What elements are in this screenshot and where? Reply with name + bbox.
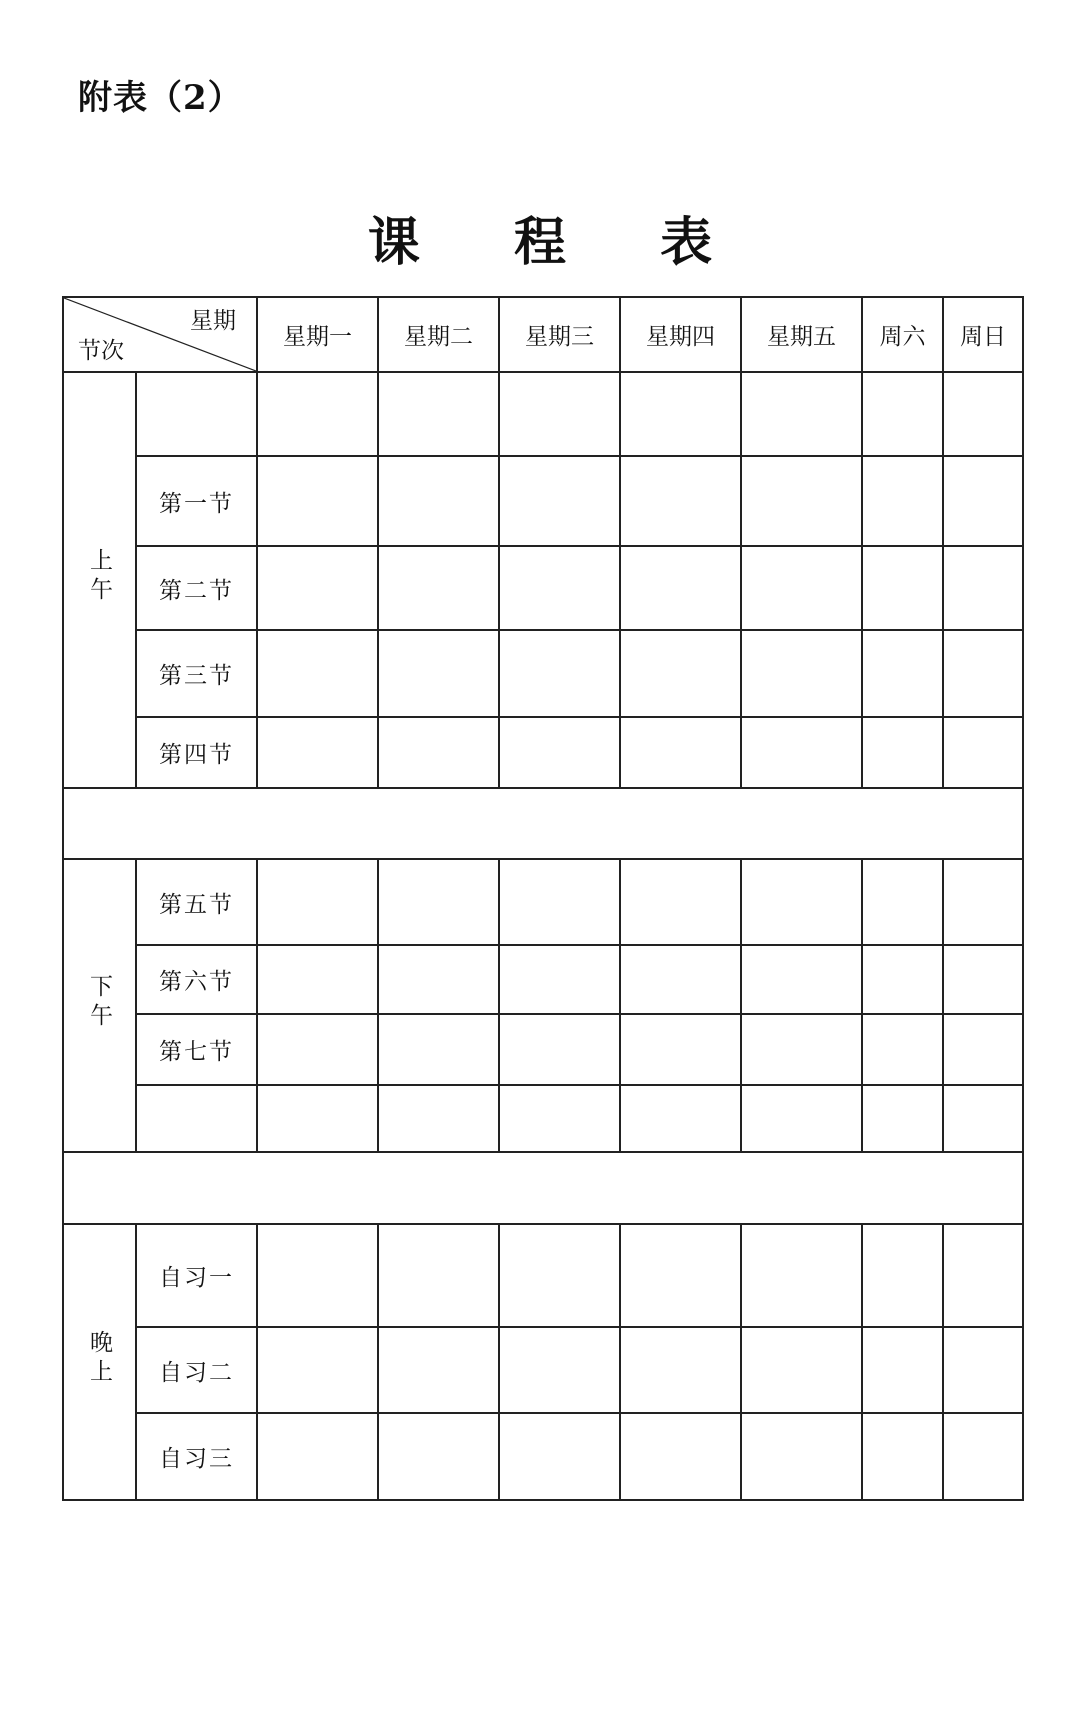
schedule-cell[interactable] xyxy=(862,1085,943,1152)
period-label: 第三节 xyxy=(136,630,257,717)
table-row xyxy=(63,372,1023,456)
schedule-cell[interactable] xyxy=(943,1224,1023,1327)
period-label: 第四节 xyxy=(136,717,257,788)
period-label: 自习二 xyxy=(136,1327,257,1413)
schedule-cell[interactable] xyxy=(943,945,1023,1014)
schedule-cell[interactable] xyxy=(257,1413,378,1500)
schedule-cell[interactable] xyxy=(741,1413,862,1500)
schedule-cell[interactable] xyxy=(620,945,741,1014)
period-label: 自习三 xyxy=(136,1413,257,1500)
schedule-cell[interactable] xyxy=(378,717,499,788)
schedule-cell[interactable] xyxy=(499,1413,620,1500)
schedule-cell[interactable] xyxy=(378,1413,499,1500)
schedule-cell[interactable] xyxy=(257,1327,378,1413)
table-row xyxy=(63,630,1023,717)
schedule-cell[interactable] xyxy=(741,372,862,456)
schedule-cell[interactable] xyxy=(378,372,499,456)
break-cell xyxy=(63,1152,1023,1224)
schedule-cell[interactable] xyxy=(620,1327,741,1413)
schedule-cell[interactable] xyxy=(862,1327,943,1413)
corner-period-label: 节次 xyxy=(78,338,124,364)
table-row xyxy=(63,1224,1023,1327)
schedule-cell[interactable] xyxy=(257,1085,378,1152)
schedule-cell[interactable] xyxy=(862,859,943,945)
schedule-cell[interactable] xyxy=(620,859,741,945)
day-header: 星期二 xyxy=(378,297,499,372)
period-label: 第五节 xyxy=(136,859,257,945)
section-label-evening: 晚上 xyxy=(63,1224,136,1500)
schedule-cell[interactable] xyxy=(862,1014,943,1085)
schedule-cell[interactable] xyxy=(943,456,1023,546)
schedule-cell[interactable] xyxy=(943,717,1023,788)
schedule-cell[interactable] xyxy=(862,945,943,1014)
schedule-cell[interactable] xyxy=(943,630,1023,717)
schedule-cell[interactable] xyxy=(620,1014,741,1085)
schedule-cell[interactable] xyxy=(378,1085,499,1152)
schedule-cell[interactable] xyxy=(943,1085,1023,1152)
schedule-cell[interactable] xyxy=(943,859,1023,945)
corner-weekday-label: 星期 xyxy=(190,308,236,334)
table-row xyxy=(63,1413,1023,1500)
table-row xyxy=(63,859,1023,945)
schedule-cell[interactable] xyxy=(257,945,378,1014)
schedule-cell[interactable] xyxy=(943,372,1023,456)
day-header: 星期五 xyxy=(741,297,862,372)
table-row xyxy=(63,717,1023,788)
schedule-cell[interactable] xyxy=(499,1085,620,1152)
day-header: 周六 xyxy=(862,297,943,372)
table-row xyxy=(63,1014,1023,1085)
schedule-cell[interactable] xyxy=(741,717,862,788)
schedule-cell[interactable] xyxy=(741,630,862,717)
period-label: 第一节 xyxy=(136,456,257,546)
schedule-cell[interactable] xyxy=(741,1085,862,1152)
schedule-cell[interactable] xyxy=(499,456,620,546)
attachment-label: 附表（2） xyxy=(78,78,243,118)
schedule-cell[interactable] xyxy=(862,1413,943,1500)
schedule-cell[interactable] xyxy=(620,717,741,788)
schedule-cell[interactable] xyxy=(378,1327,499,1413)
break-cell xyxy=(63,788,1023,859)
table-row xyxy=(63,546,1023,630)
schedule-cell[interactable] xyxy=(257,1224,378,1327)
day-header: 星期三 xyxy=(499,297,620,372)
schedule-cell[interactable] xyxy=(499,372,620,456)
schedule-cell[interactable] xyxy=(257,456,378,546)
header-row xyxy=(63,297,1023,372)
schedule-cell[interactable] xyxy=(620,1224,741,1327)
schedule-cell[interactable] xyxy=(499,1327,620,1413)
schedule-cell[interactable] xyxy=(620,630,741,717)
table-row xyxy=(63,1327,1023,1413)
schedule-cell[interactable] xyxy=(499,859,620,945)
schedule-cell[interactable] xyxy=(257,546,378,630)
schedule-cell[interactable] xyxy=(862,372,943,456)
schedule-cell[interactable] xyxy=(499,945,620,1014)
schedule-cell[interactable] xyxy=(499,1224,620,1327)
schedule-cell[interactable] xyxy=(499,717,620,788)
schedule-cell[interactable] xyxy=(620,372,741,456)
period-label: 第六节 xyxy=(136,945,257,1014)
schedule-cell[interactable] xyxy=(378,546,499,630)
schedule-cell[interactable] xyxy=(620,456,741,546)
period-label: 第二节 xyxy=(136,546,257,630)
corner-header-cell xyxy=(63,297,257,372)
schedule-cell[interactable] xyxy=(378,859,499,945)
section-label-morning: 上午 xyxy=(63,372,136,788)
schedule-cell[interactable] xyxy=(257,630,378,717)
schedule-cell[interactable] xyxy=(378,456,499,546)
schedule-cell[interactable] xyxy=(862,1224,943,1327)
section-label-afternoon: 下午 xyxy=(63,859,136,1152)
schedule-cell[interactable] xyxy=(378,945,499,1014)
schedule-cell[interactable] xyxy=(620,546,741,630)
schedule-cell[interactable] xyxy=(378,1014,499,1085)
schedule-cell[interactable] xyxy=(943,546,1023,630)
day-header: 星期一 xyxy=(257,297,378,372)
schedule-cell[interactable] xyxy=(741,456,862,546)
schedule-cell[interactable] xyxy=(741,1224,862,1327)
schedule-cell[interactable] xyxy=(862,630,943,717)
schedule-cell[interactable] xyxy=(741,1327,862,1413)
schedule-cell[interactable] xyxy=(862,717,943,788)
schedule-cell[interactable] xyxy=(499,630,620,717)
schedule-cell[interactable] xyxy=(943,1014,1023,1085)
schedule-cell[interactable] xyxy=(257,1014,378,1085)
schedule-cell[interactable] xyxy=(620,1413,741,1500)
schedule-cell[interactable] xyxy=(741,1014,862,1085)
day-header: 周日 xyxy=(943,297,1023,372)
schedule-cell[interactable] xyxy=(943,1413,1023,1500)
schedule-cell[interactable] xyxy=(741,546,862,630)
schedule-cell[interactable] xyxy=(257,372,378,456)
period-label xyxy=(136,1085,257,1152)
schedule-cell[interactable] xyxy=(378,630,499,717)
table-row xyxy=(63,1085,1023,1152)
page-title: 课 程 表 xyxy=(367,212,751,273)
break-row xyxy=(63,1152,1023,1224)
day-header: 星期四 xyxy=(620,297,741,372)
schedule-cell[interactable] xyxy=(741,859,862,945)
schedule-cell[interactable] xyxy=(620,1085,741,1152)
schedule-cell[interactable] xyxy=(378,1224,499,1327)
schedule-cell[interactable] xyxy=(257,859,378,945)
period-label xyxy=(136,372,257,456)
schedule-cell[interactable] xyxy=(499,546,620,630)
schedule-cell[interactable] xyxy=(862,546,943,630)
schedule-cell[interactable] xyxy=(862,456,943,546)
schedule-cell[interactable] xyxy=(257,717,378,788)
break-row xyxy=(63,788,1023,859)
schedule-table xyxy=(62,296,1024,1501)
period-label: 自习一 xyxy=(136,1224,257,1327)
period-label: 第七节 xyxy=(136,1014,257,1085)
table-row xyxy=(63,945,1023,1014)
schedule-cell[interactable] xyxy=(499,1014,620,1085)
schedule-cell[interactable] xyxy=(943,1327,1023,1413)
table-row xyxy=(63,456,1023,546)
schedule-cell[interactable] xyxy=(741,945,862,1014)
